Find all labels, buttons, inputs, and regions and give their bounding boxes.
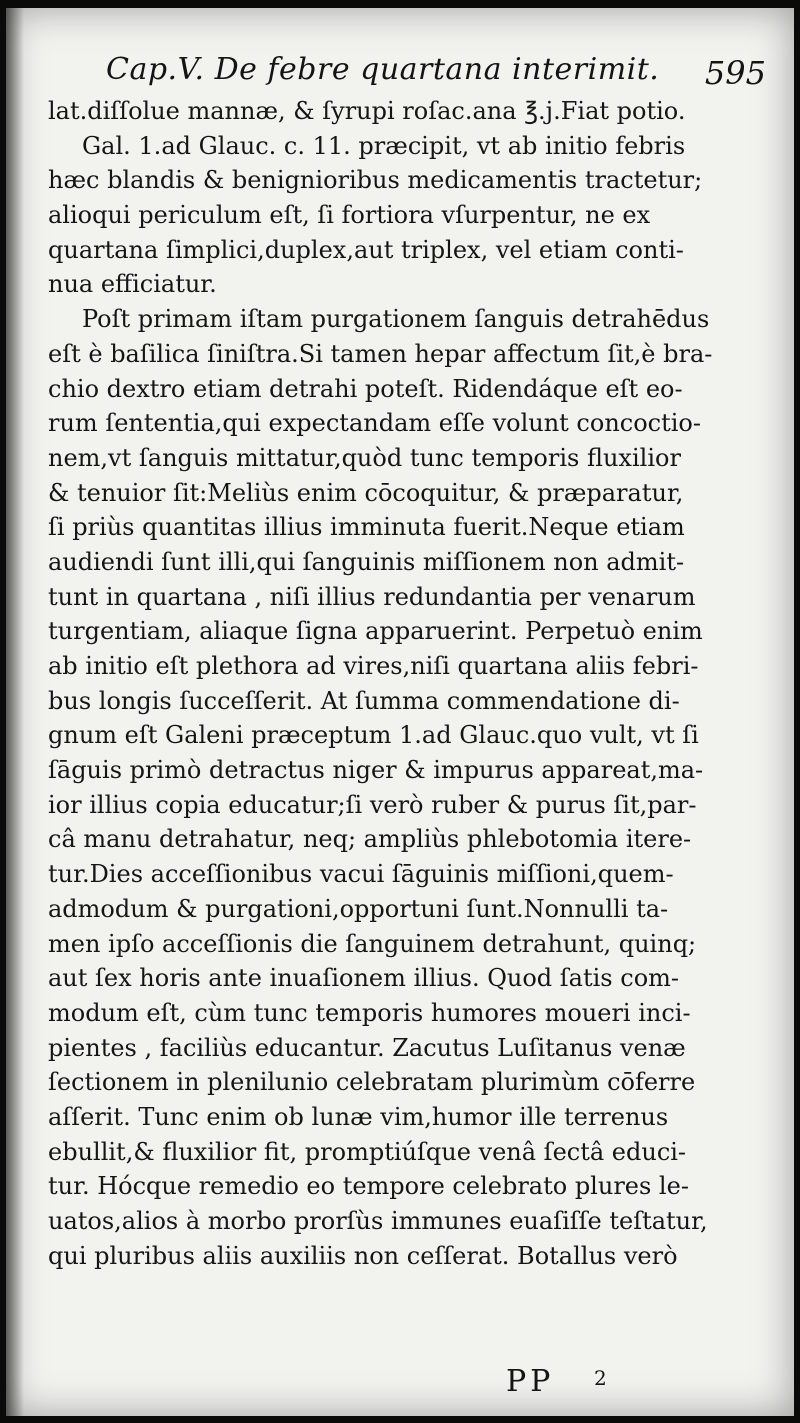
text-line: tur.Dies acceſſionibus vacui ſāguinis miſſioni,quem- bbox=[48, 860, 674, 889]
text-line: admodum & purgationi,opportuni ſunt.Nonnulli ta- bbox=[48, 894, 669, 923]
text-line: bus longis ſucceſſerit. At ſumma commendatione di- bbox=[48, 686, 680, 715]
text-line: audiendi ſunt illi,qui ſanguinis miſſionem non admit- bbox=[48, 547, 685, 576]
text-line: turgentiam, aliaque ſigna apparuerint. Perpetuò enim bbox=[48, 617, 703, 646]
book-page bbox=[6, 8, 794, 1416]
text-line: uatos,alios à morbo prorſùs immunes euaſiſſe teſtatur, bbox=[48, 1207, 708, 1235]
body-text bbox=[48, 94, 772, 1273]
text-line: ab initio eſt plethora ad vires,niſi quartana aliis febri- bbox=[48, 652, 699, 680]
signature-number: 2 bbox=[594, 1366, 607, 1390]
text-line: Poſt primam iſtam purgationem ſanguis detrahēdus bbox=[82, 305, 710, 334]
text-line: pientes , faciliùs educantur. Zacutus Luſitanus venæ bbox=[48, 1033, 686, 1062]
text-line: tunt in quartana , niſi illius redundantia per venarum bbox=[48, 582, 696, 611]
signature-mark: PP bbox=[506, 1364, 555, 1399]
text-line: modum eſt, cùm tunc temporis humores moueri inci- bbox=[48, 998, 691, 1027]
text-line: alioqui periculum eſt, ſi fortiora vſurpentur, ne ex bbox=[48, 201, 651, 230]
text-line: quartana ſimplici,duplex,aut triplex, vel etiam conti- bbox=[48, 235, 684, 264]
text-line: ſi priùs quantitas illius imminuta fuerit.Neque etiam bbox=[48, 513, 685, 542]
text-line: Gal. 1.ad Glauc. c. 11. præcipit, vt ab initio febris bbox=[82, 131, 686, 160]
text-line: ior illius copia educatur;ſi verò ruber & purus ſit,par- bbox=[48, 790, 697, 819]
gutter-shadow bbox=[6, 8, 24, 1416]
text-line: ebullit,& fluxilior fit, promptiúſque venâ ſectâ educi- bbox=[48, 1137, 687, 1166]
text-line: lat.diſſolue mannæ, & ſyrupi roſac.ana ℥.j.Fiat potio. bbox=[48, 97, 686, 125]
text-line: eſt è baſilica ſiniſtra.Si tamen hepar affectum ſit,è bra- bbox=[48, 339, 713, 368]
text-line: tur. Hócque remedio eo tempore celebrato plures le- bbox=[48, 1172, 689, 1201]
text-line: qui pluribus aliis auxiliis non ceſſerat. Botallus verò bbox=[48, 1241, 678, 1270]
page-number: 595 bbox=[704, 54, 766, 92]
text-line: men ipſo acceſſionis die ſanguinem detrahunt, quinq; bbox=[48, 929, 697, 958]
text-line: ſectionem in plenilunio celebratam plurimùm cōferre bbox=[48, 1068, 696, 1097]
running-head: Cap.V. De febre quartana interimit. bbox=[106, 52, 660, 87]
text-line: hæc blandis & benignioribus medicamentis tractetur; bbox=[48, 166, 703, 195]
page-header bbox=[6, 52, 794, 98]
text-line: câ manu detrahatur, neq; ampliùs phlebotomia itere- bbox=[48, 825, 692, 854]
text-line: ſāguis primò detractus niger & impurus appareat,ma- bbox=[48, 756, 704, 785]
text-line: aſſerit. Tunc enim ob lunæ vim,humor ille terrenus bbox=[48, 1102, 669, 1131]
text-line: gnum eſt Galeni præceptum 1.ad Glauc.quo vult, vt ſi bbox=[48, 721, 699, 750]
text-line: nem,vt ſanguis mittatur,quòd tunc temporis fluxilior bbox=[48, 443, 681, 472]
text-line: rum ſententia,qui expectandam eſſe volunt concoctio- bbox=[48, 409, 701, 438]
text-line: aut ſex horis ante inuaſionem illius. Quod ſatis com- bbox=[48, 964, 680, 993]
text-line: & tenuior ſit:Meliùs enim cōcoquitur, & præparatur, bbox=[48, 478, 684, 507]
text-line: nua efficiatur. bbox=[48, 270, 217, 299]
text-line: chio dextro etiam detrahi poteſt. Ridendáque eſt eo- bbox=[48, 374, 683, 403]
